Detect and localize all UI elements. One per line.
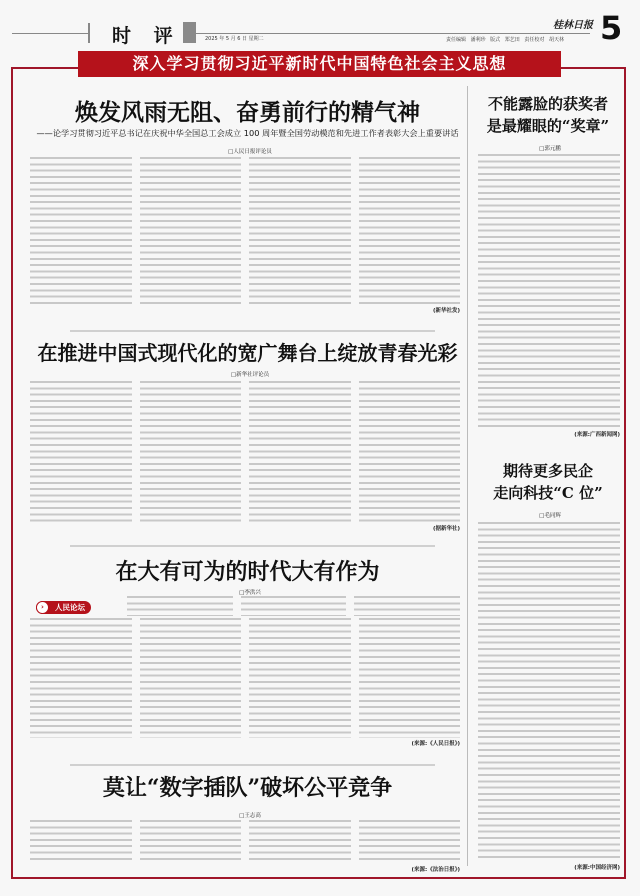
article-1-source: (新华社发) (432, 308, 460, 314)
masthead-block (183, 22, 196, 43)
masthead-rule-left (12, 33, 90, 34)
article-3-body (30, 618, 460, 738)
article-3-byline: □李洪兴 (239, 590, 261, 596)
masthead-rule-right (196, 33, 590, 34)
article-1-body (30, 157, 460, 305)
text-column (478, 154, 620, 428)
column-badge: 人民论坛 (36, 601, 91, 614)
article-1-byline: □人民日报评论员 (228, 149, 272, 155)
issue-date: 2025 年 5 月 6 日 星期二 (205, 36, 264, 42)
article-2-body (30, 381, 460, 523)
sidebar-2-title-line1: 期待更多民企 (502, 462, 593, 480)
text-column (249, 157, 351, 305)
text-column (354, 596, 460, 616)
text-column (30, 618, 132, 738)
text-column (140, 618, 242, 738)
article-2-byline: □新华社评论员 (230, 372, 270, 378)
article-2-title: 在推进中国式现代化的宽广舞台上绽放青春光彩 (37, 341, 458, 365)
article-3-source: (来源:《人民日报》) (411, 741, 460, 747)
column-divider (467, 86, 468, 866)
text-column (249, 381, 351, 523)
article-4-title: 莫让“数字插队”破坏公平竞争 (102, 775, 393, 801)
article-3-body-top (127, 596, 460, 616)
article-separator (70, 545, 435, 547)
text-column (359, 618, 461, 738)
sidebar-2-title-line2: 走向科技“C 位” (493, 484, 603, 502)
article-3-title: 在大有可为的时代大有作为 (115, 559, 380, 585)
sidebar-2-byline: □毛同辉 (539, 513, 561, 519)
sidebar-1-title-line1: 不能露脸的获奖者 (487, 95, 608, 113)
text-column (249, 618, 351, 738)
text-column (140, 381, 242, 523)
text-column (140, 157, 242, 305)
article-4-body (30, 820, 460, 864)
text-column (30, 381, 132, 523)
article-4-source: (来源:《法治日报》) (411, 867, 460, 873)
section-name: 时 评 (112, 25, 181, 47)
article-separator (70, 330, 435, 332)
text-column (359, 381, 461, 523)
newspaper-logo: 桂林日报 (553, 20, 593, 31)
text-column (359, 157, 461, 305)
article-2-source: (据新华社) (432, 526, 460, 532)
article-separator (70, 764, 435, 766)
text-column (30, 157, 132, 305)
text-column (140, 820, 242, 864)
masthead-tick (88, 23, 90, 43)
article-1-subtitle: ——论学习贯彻习近平总书记在庆祝中华全国总工会成立 100 周年暨全国劳动模范和先进工作者表彰大会上重要讲话 (36, 128, 459, 138)
article-1-title: 焕发风雨无阻、奋勇前行的精气神 (75, 99, 420, 126)
text-column (478, 522, 620, 860)
sidebar-1-body (478, 154, 620, 428)
sidebar-1-title-line2: 是最耀眼的“奖章” (486, 117, 610, 135)
text-column (127, 596, 233, 616)
text-column (30, 820, 132, 864)
sidebar-1-byline: □郭元鹏 (539, 146, 561, 152)
text-column (249, 820, 351, 864)
theme-banner: 深入学习贯彻习近平新时代中国特色社会主义思想 (78, 51, 561, 77)
sidebar-2-source: (来源:中国经济网) (574, 865, 620, 871)
staff-credits: 责任编辑 潘利珍 版式 郑艺田 责任校对 胡天林 (446, 37, 564, 43)
article-4-byline: □王志高 (239, 813, 261, 819)
page-number: 5 (600, 9, 623, 47)
sidebar-1-source: (来源:广西新闻网) (574, 432, 620, 438)
text-column (359, 820, 461, 864)
text-column (241, 596, 347, 616)
chevron-right-icon: › (36, 601, 49, 614)
sidebar-2-body (478, 522, 620, 860)
